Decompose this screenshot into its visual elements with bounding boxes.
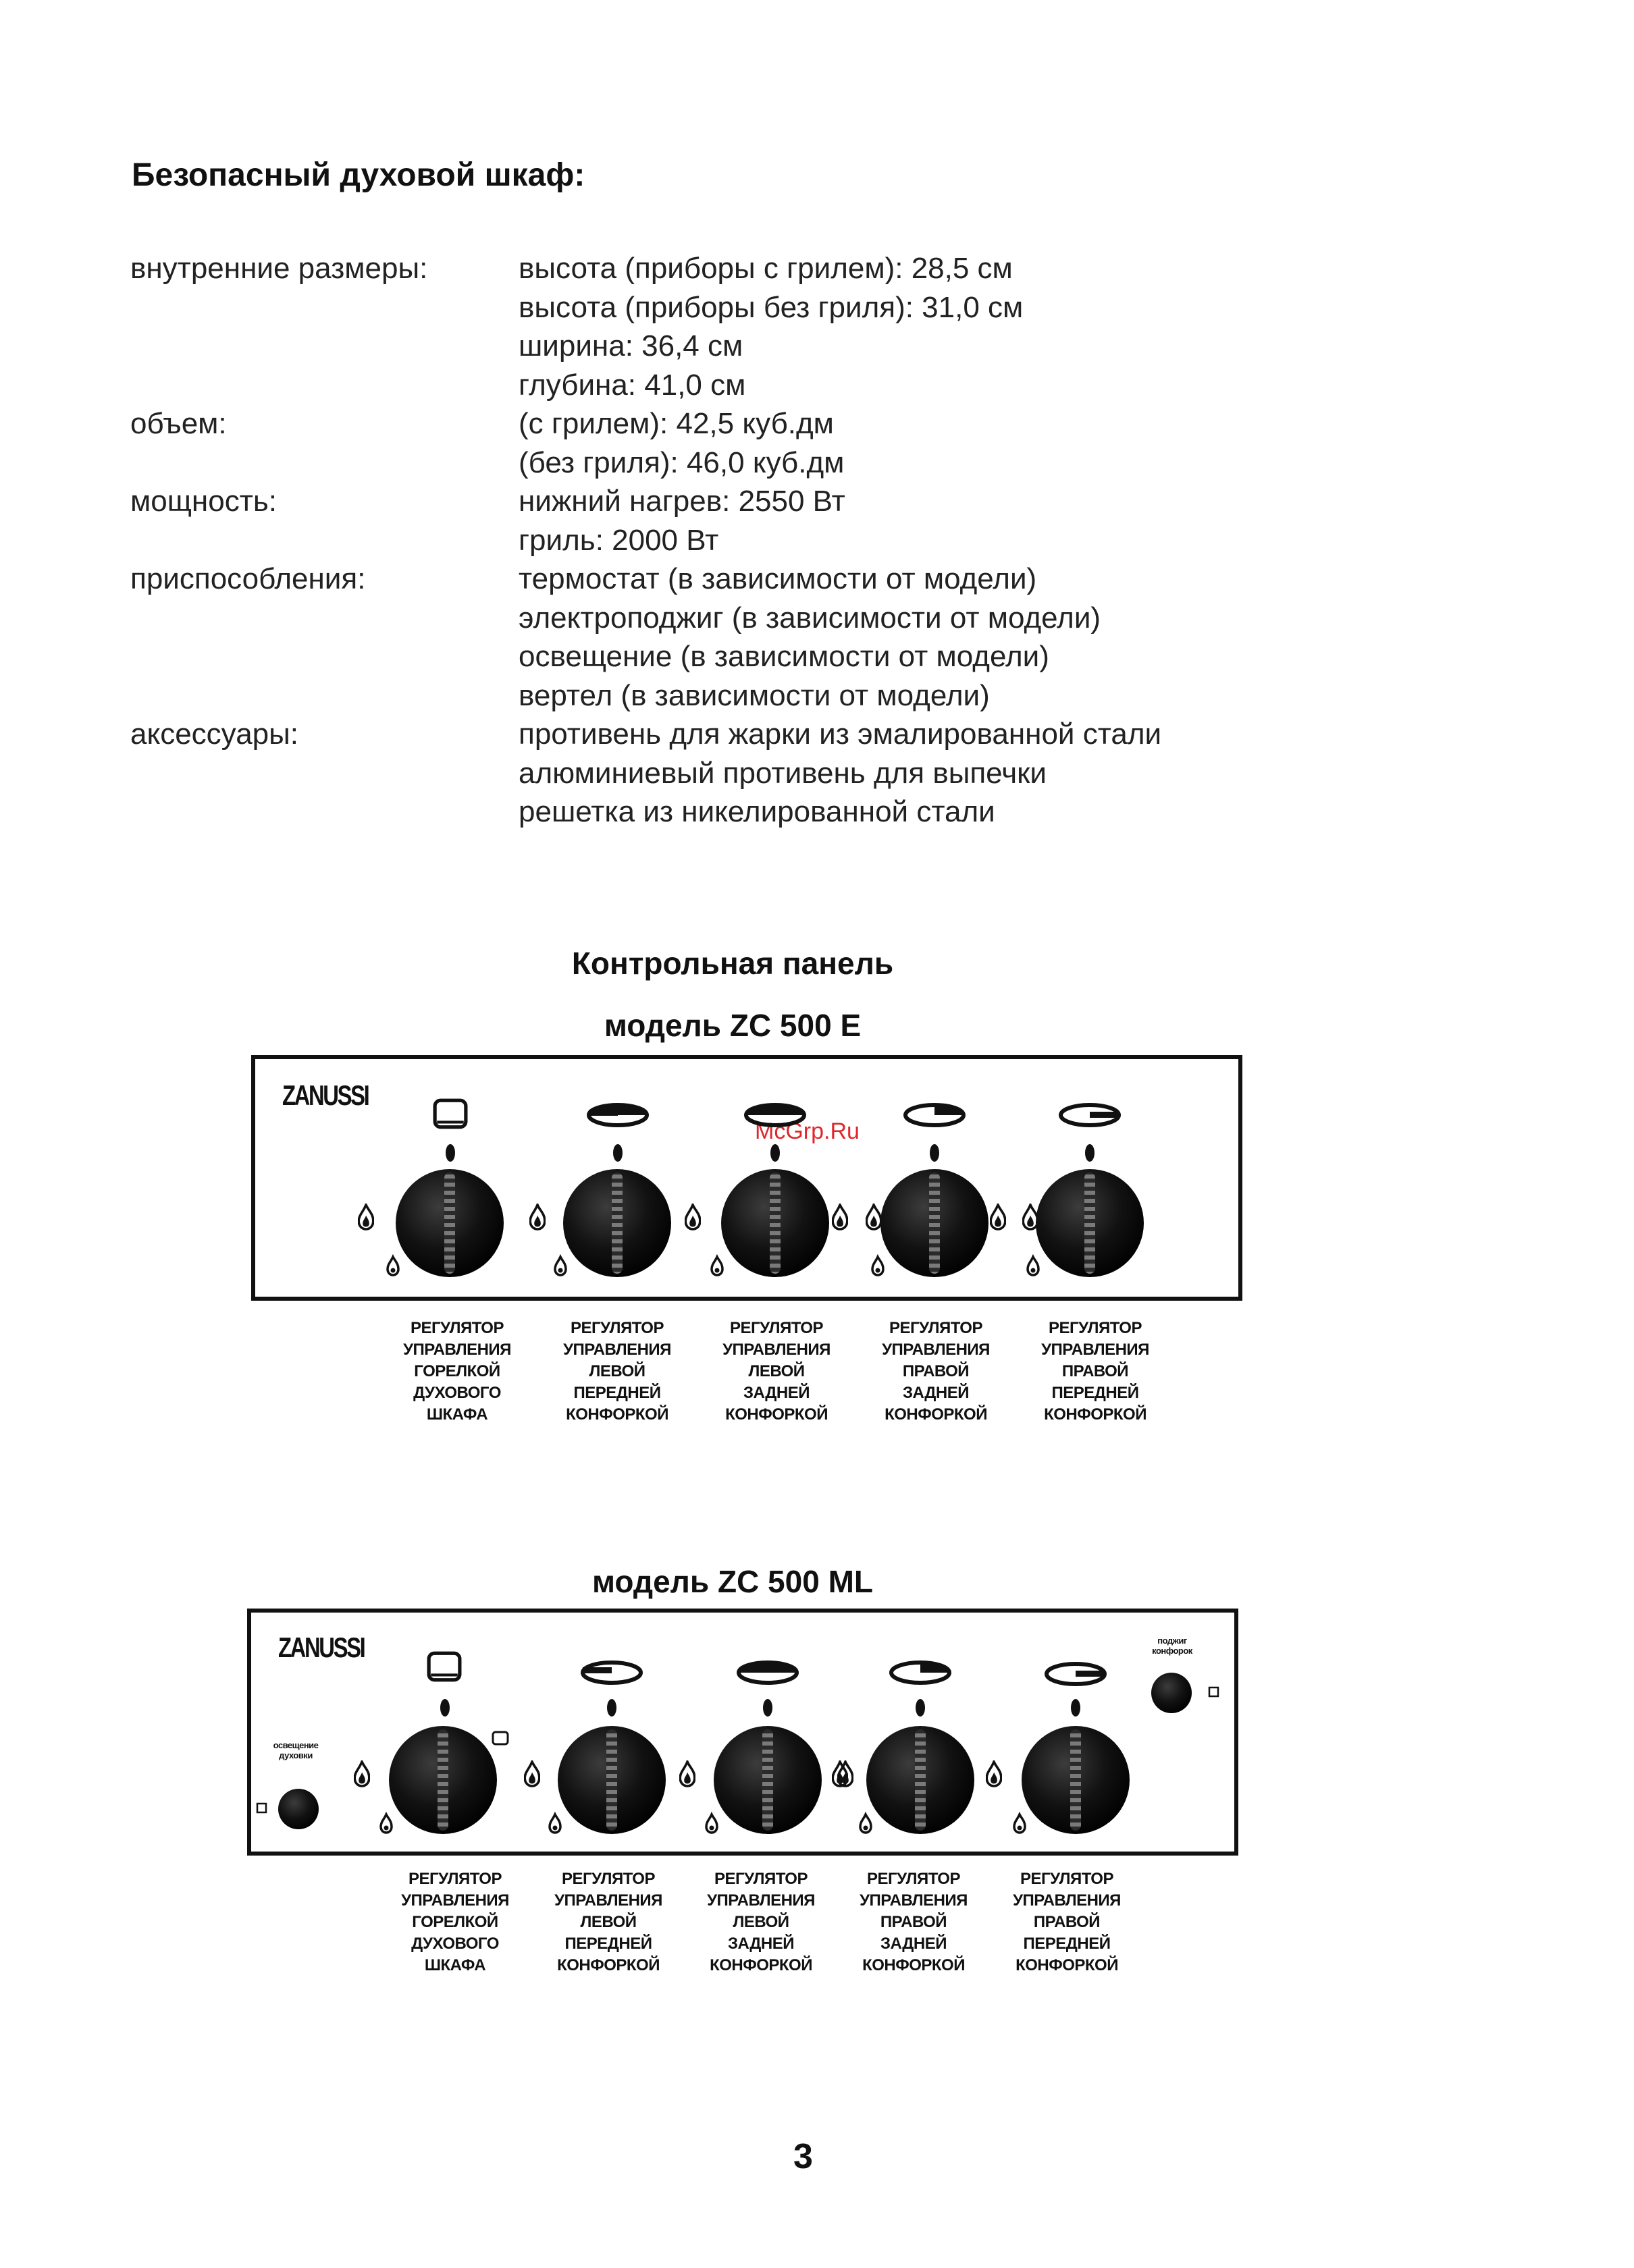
caption-line: УПРАВЛЕНИЯ [1013, 1891, 1121, 1910]
caption-line: ЛЕВОЙ [580, 1913, 637, 1931]
spec-value: высота (приборы с грилем): 28,5 см [519, 252, 1013, 285]
caption-line: ПЕРЕДНЕЙ [1051, 1384, 1139, 1402]
caption-line: РЕГУЛЯТОР [1049, 1319, 1142, 1337]
caption-line: УПРАВЛЕНИЯ [707, 1891, 815, 1910]
spec-value: высота (приборы без гриля): 31,0 см [519, 290, 1024, 324]
oven-burner-knob[interactable] [389, 1726, 497, 1834]
caption-line: УПРАВЛЕНИЯ [554, 1891, 662, 1910]
caption-right-rear-burner [846, 1868, 981, 1976]
caption-left-front-burner [541, 1868, 676, 1976]
caption-line: РЕГУЛЯТОР [408, 1870, 502, 1888]
caption-line: УПРАВЛЕНИЯ [403, 1341, 511, 1359]
burner-left-rear-icon [739, 1663, 797, 1683]
caption-line: РЕГУЛЯТОР [1020, 1870, 1113, 1888]
caption-line: ДУХОВОГО [413, 1384, 501, 1402]
oven-burner-knob[interactable] [396, 1169, 504, 1277]
spec-value: глубина: 41,0 см [519, 368, 746, 402]
caption-line: РЕГУЛЯТОР [411, 1319, 504, 1337]
spec-value: (без гриля): 46,0 куб.дм [519, 446, 845, 479]
burner-left-front-icon [583, 1663, 641, 1683]
caption-line: РЕГУЛЯТОР [867, 1870, 960, 1888]
caption-line: КОНФОРКОЙ [1044, 1405, 1147, 1424]
caption-line: РЕГУЛЯТОР [571, 1319, 664, 1337]
indicator-dots [446, 1144, 1095, 1162]
caption-right-rear-burner [868, 1318, 1003, 1426]
ignition-label-line: поджиг [1157, 1636, 1187, 1646]
spec-value: вертел (в зависимости от модели) [519, 678, 990, 712]
caption-line: КОНФОРКОЙ [710, 1956, 812, 1974]
brand-logo: ZANUSSI [282, 1079, 369, 1111]
burner-right-front-icon [1047, 1664, 1105, 1684]
caption-line: ЛЕВОЙ [748, 1362, 805, 1380]
burner-left-rear-icon [746, 1105, 804, 1125]
caption-line: КОНФОРКОЙ [725, 1405, 828, 1424]
caption-line: ЗАДНЕЙ [728, 1935, 794, 1953]
left-front-burner-knob[interactable] [558, 1726, 666, 1834]
spec-label: мощность: [130, 485, 277, 518]
caption-line: КОНФОРКОЙ [1016, 1956, 1118, 1974]
spec-value: термостат (в зависимости от модели) [519, 562, 1037, 595]
caption-right-front-burner [1028, 1318, 1163, 1426]
caption-line: УПРАВЛЕНИЯ [882, 1341, 990, 1359]
caption-line: ЛЕВОЙ [733, 1913, 789, 1931]
oven-icon [429, 1653, 460, 1680]
caption-line: ЗАДНЕЙ [743, 1384, 810, 1402]
caption-line: РЕГУЛЯТОР [730, 1319, 823, 1337]
indicator-dots [440, 1699, 1080, 1717]
ignition-label-line: конфорок [1152, 1646, 1192, 1656]
caption-line: КОНФОРКОЙ [557, 1956, 660, 1974]
oven-light-button[interactable] [278, 1789, 319, 1829]
caption-line: РЕГУЛЯТОР [562, 1870, 655, 1888]
caption-left-front-burner [550, 1318, 685, 1426]
caption-line: КОНФОРКОЙ [862, 1956, 965, 1974]
oven-light-label [262, 1740, 330, 1760]
spec-value: электроподжиг (в зависимости от модели) [519, 601, 1101, 634]
caption-line: ЛЕВОЙ [589, 1362, 645, 1380]
indicator-square-icon [257, 1804, 266, 1812]
caption-line: УПРАВЛЕНИЯ [860, 1891, 968, 1910]
model-ml-title: модель ZC 500 ML [591, 1564, 874, 1599]
spec-value: ширина: 36,4 см [519, 329, 743, 362]
spec-value: освещение (в зависимости от модели) [519, 640, 1049, 673]
caption-left-rear-burner [693, 1868, 828, 1976]
right-front-burner-knob[interactable] [1022, 1726, 1130, 1834]
caption-line: ПЕРЕДНЕЙ [1023, 1935, 1111, 1953]
ignition-button[interactable] [1151, 1673, 1192, 1713]
caption-line: ЗАДНЕЙ [880, 1935, 947, 1953]
caption-line: ПЕРЕДНЕЙ [573, 1384, 661, 1402]
spec-value: (с грилем): 42,5 куб.дм [519, 407, 834, 440]
caption-line: ГОРЕЛКОЙ [412, 1913, 498, 1931]
caption-line: ПЕРЕДНЕЙ [564, 1935, 652, 1953]
caption-left-rear-burner [709, 1318, 844, 1426]
caption-right-front-burner [999, 1868, 1134, 1976]
caption-line: ПРАВОЙ [1033, 1913, 1101, 1931]
right-front-burner-knob[interactable] [1036, 1169, 1144, 1277]
watermark: McGrp.Ru [755, 1118, 860, 1144]
caption-oven-burner [390, 1318, 525, 1426]
caption-oven-burner [388, 1868, 523, 1976]
caption-line: УПРАВЛЕНИЯ [1041, 1341, 1149, 1359]
oven-light-label-line: освещение [273, 1740, 319, 1750]
lamp-icon [493, 1732, 508, 1744]
spec-value: нижний нагрев: 2550 Вт [519, 485, 845, 518]
model-e-title: модель ZC 500 E [604, 1008, 862, 1043]
caption-line: УПРАВЛЕНИЯ [563, 1341, 671, 1359]
caption-line: ЗАДНЕЙ [903, 1384, 969, 1402]
caption-line: УПРАВЛЕНИЯ [401, 1891, 509, 1910]
caption-line: ШКАФА [426, 1405, 488, 1424]
control-panel-title: Контрольная панель [571, 946, 894, 981]
left-front-burner-knob[interactable] [563, 1169, 671, 1277]
spec-label: внутренние размеры: [130, 252, 428, 285]
caption-line: ГОРЕЛКОЙ [414, 1362, 500, 1380]
caption-line: ШКАФА [424, 1956, 486, 1974]
brand-logo: ZANUSSI [278, 1631, 365, 1663]
spec-label: аксессуары: [130, 718, 298, 751]
ignition-label [1138, 1636, 1206, 1656]
burner-right-front-icon [1061, 1105, 1119, 1125]
page-number: 3 [793, 2137, 813, 2176]
caption-line: ДУХОВОГО [411, 1935, 499, 1953]
caption-line: КОНФОРКОЙ [566, 1405, 668, 1424]
burner-right-rear-icon [905, 1105, 964, 1125]
caption-line: РЕГУЛЯТОР [714, 1870, 808, 1888]
section-title: Безопасный духовой шкаф: [132, 157, 585, 193]
left-rear-burner-knob[interactable] [714, 1726, 822, 1834]
left-rear-burner-knob[interactable] [721, 1169, 829, 1277]
spec-value: решетка из никелированной стали [519, 795, 995, 828]
spec-value: алюминиевый противень для выпечки [519, 756, 1047, 790]
oven-light-label-line: духовки [279, 1750, 313, 1760]
spec-label: приспособления: [130, 562, 366, 595]
caption-line: ПРАВОЙ [902, 1362, 970, 1380]
spec-value: гриль: 2000 Вт [519, 523, 719, 557]
right-rear-burner-knob[interactable] [880, 1169, 989, 1277]
spec-value: противень для жарки из эмалированной стали [519, 718, 1162, 751]
burner-right-rear-icon [891, 1663, 949, 1683]
caption-line: КОНФОРКОЙ [885, 1405, 987, 1424]
caption-line: ПРАВОЙ [1061, 1362, 1129, 1380]
oven-icon [435, 1100, 466, 1127]
caption-line: УПРАВЛЕНИЯ [722, 1341, 831, 1359]
indicator-square-icon [1209, 1688, 1218, 1696]
burner-left-front-icon [589, 1105, 647, 1125]
spec-label: объем: [130, 407, 227, 440]
caption-line: РЕГУЛЯТОР [889, 1319, 982, 1337]
right-rear-burner-knob[interactable] [866, 1726, 974, 1834]
caption-line: ПРАВОЙ [880, 1913, 947, 1931]
